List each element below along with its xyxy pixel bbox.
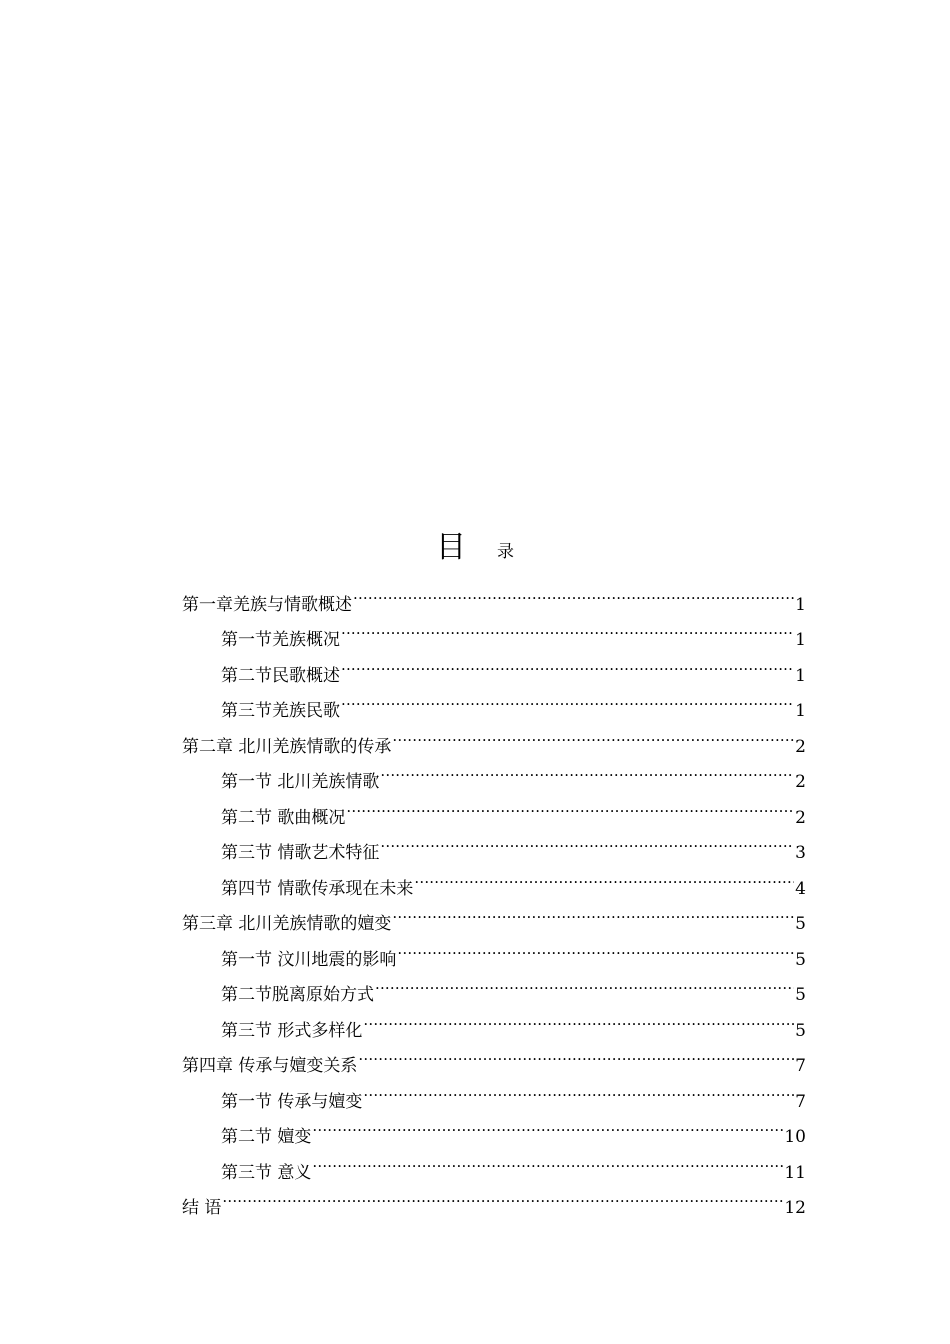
toc-entry-label: 第四章 传承与嬗变关系 <box>182 1056 358 1076</box>
toc-entry-label: 第一节 北川羌族情歌 <box>221 772 380 792</box>
toc-page-number: 5 <box>795 949 806 970</box>
toc-dot-leader <box>414 858 794 894</box>
toc-page-number: 1 <box>795 630 806 650</box>
toc-dot-leader <box>346 787 794 823</box>
toc-page-number: 12 <box>784 1198 806 1218</box>
toc-page-number: 2 <box>795 736 806 757</box>
toc-dot-leader <box>363 1071 794 1107</box>
toc-dot-leader <box>312 1107 783 1143</box>
toc-page-number: 1 <box>795 665 806 686</box>
toc-dot-leader <box>392 894 794 930</box>
toc-dot-leader <box>363 1000 794 1036</box>
toc-entry-label: 第三章 北川羌族情歌的嬗变 <box>182 914 392 934</box>
toc-dot-leader <box>380 752 794 788</box>
toc-page-number: 2 <box>795 772 806 792</box>
toc-dot-leader <box>353 574 794 610</box>
toc-page-number: 10 <box>784 1127 806 1147</box>
toc-entry-label: 第二节 嬗变 <box>221 1127 312 1147</box>
toc-page-number: 7 <box>795 1056 806 1076</box>
toc-page-number: 2 <box>795 807 806 828</box>
toc-entry-label: 第一章羌族与情歌概述 <box>182 594 352 615</box>
toc-page-number: 11 <box>784 1162 806 1183</box>
toc-dot-leader <box>380 823 794 859</box>
toc-page-number: 5 <box>795 985 806 1005</box>
toc-heading-char-1: 目 <box>435 530 466 565</box>
toc-dot-leader <box>341 610 794 646</box>
toc-entry-label: 第二节脱离原始方式 <box>221 985 374 1005</box>
toc-entry-label: 第三节 意义 <box>221 1162 312 1183</box>
toc-dot-leader <box>222 1178 783 1214</box>
toc-dot-leader <box>375 965 794 1001</box>
toc-dot-leader <box>312 1142 783 1178</box>
toc-entry-label: 第二节 歌曲概况 <box>221 807 346 828</box>
toc-dot-leader <box>397 929 794 965</box>
toc-entry-label: 第一节 汶川地震的影响 <box>221 949 397 970</box>
toc-heading-char-2: 录 <box>497 542 515 562</box>
toc-entry-label: 第一节羌族概况 <box>221 630 340 650</box>
toc-entry-label: 第四节 情歌传承现在未来 <box>221 878 414 899</box>
toc-page-number: 1 <box>795 701 806 721</box>
toc-entry-label: 第三节 形式多样化 <box>221 1020 363 1041</box>
toc-heading <box>0 522 950 565</box>
toc-dot-leader <box>341 681 794 717</box>
toc-entry-label: 第二节民歌概述 <box>221 665 340 686</box>
toc-dot-leader <box>392 716 794 752</box>
toc-entry-label: 结 语 <box>182 1198 222 1218</box>
table-of-contents <box>182 574 806 1218</box>
toc-page-number: 3 <box>795 843 806 863</box>
toc-dot-leader <box>358 1036 794 1072</box>
toc-page-number: 1 <box>795 594 806 615</box>
toc-page-number: 5 <box>795 1020 806 1041</box>
toc-page-number: 7 <box>795 1091 806 1112</box>
toc-entry-label: 第三节羌族民歌 <box>221 701 340 721</box>
toc-entry-label: 第一节 传承与嬗变 <box>221 1091 363 1112</box>
toc-entry-label: 第二章 北川羌族情歌的传承 <box>182 736 392 757</box>
toc-chapter-entry[interactable] <box>182 1178 806 1218</box>
toc-chapter-entry[interactable] <box>182 574 806 615</box>
toc-entry-label: 第三节 情歌艺术特征 <box>221 843 380 863</box>
toc-page-number: 4 <box>795 878 806 899</box>
toc-dot-leader <box>341 645 794 681</box>
toc-page-number: 5 <box>795 914 806 934</box>
